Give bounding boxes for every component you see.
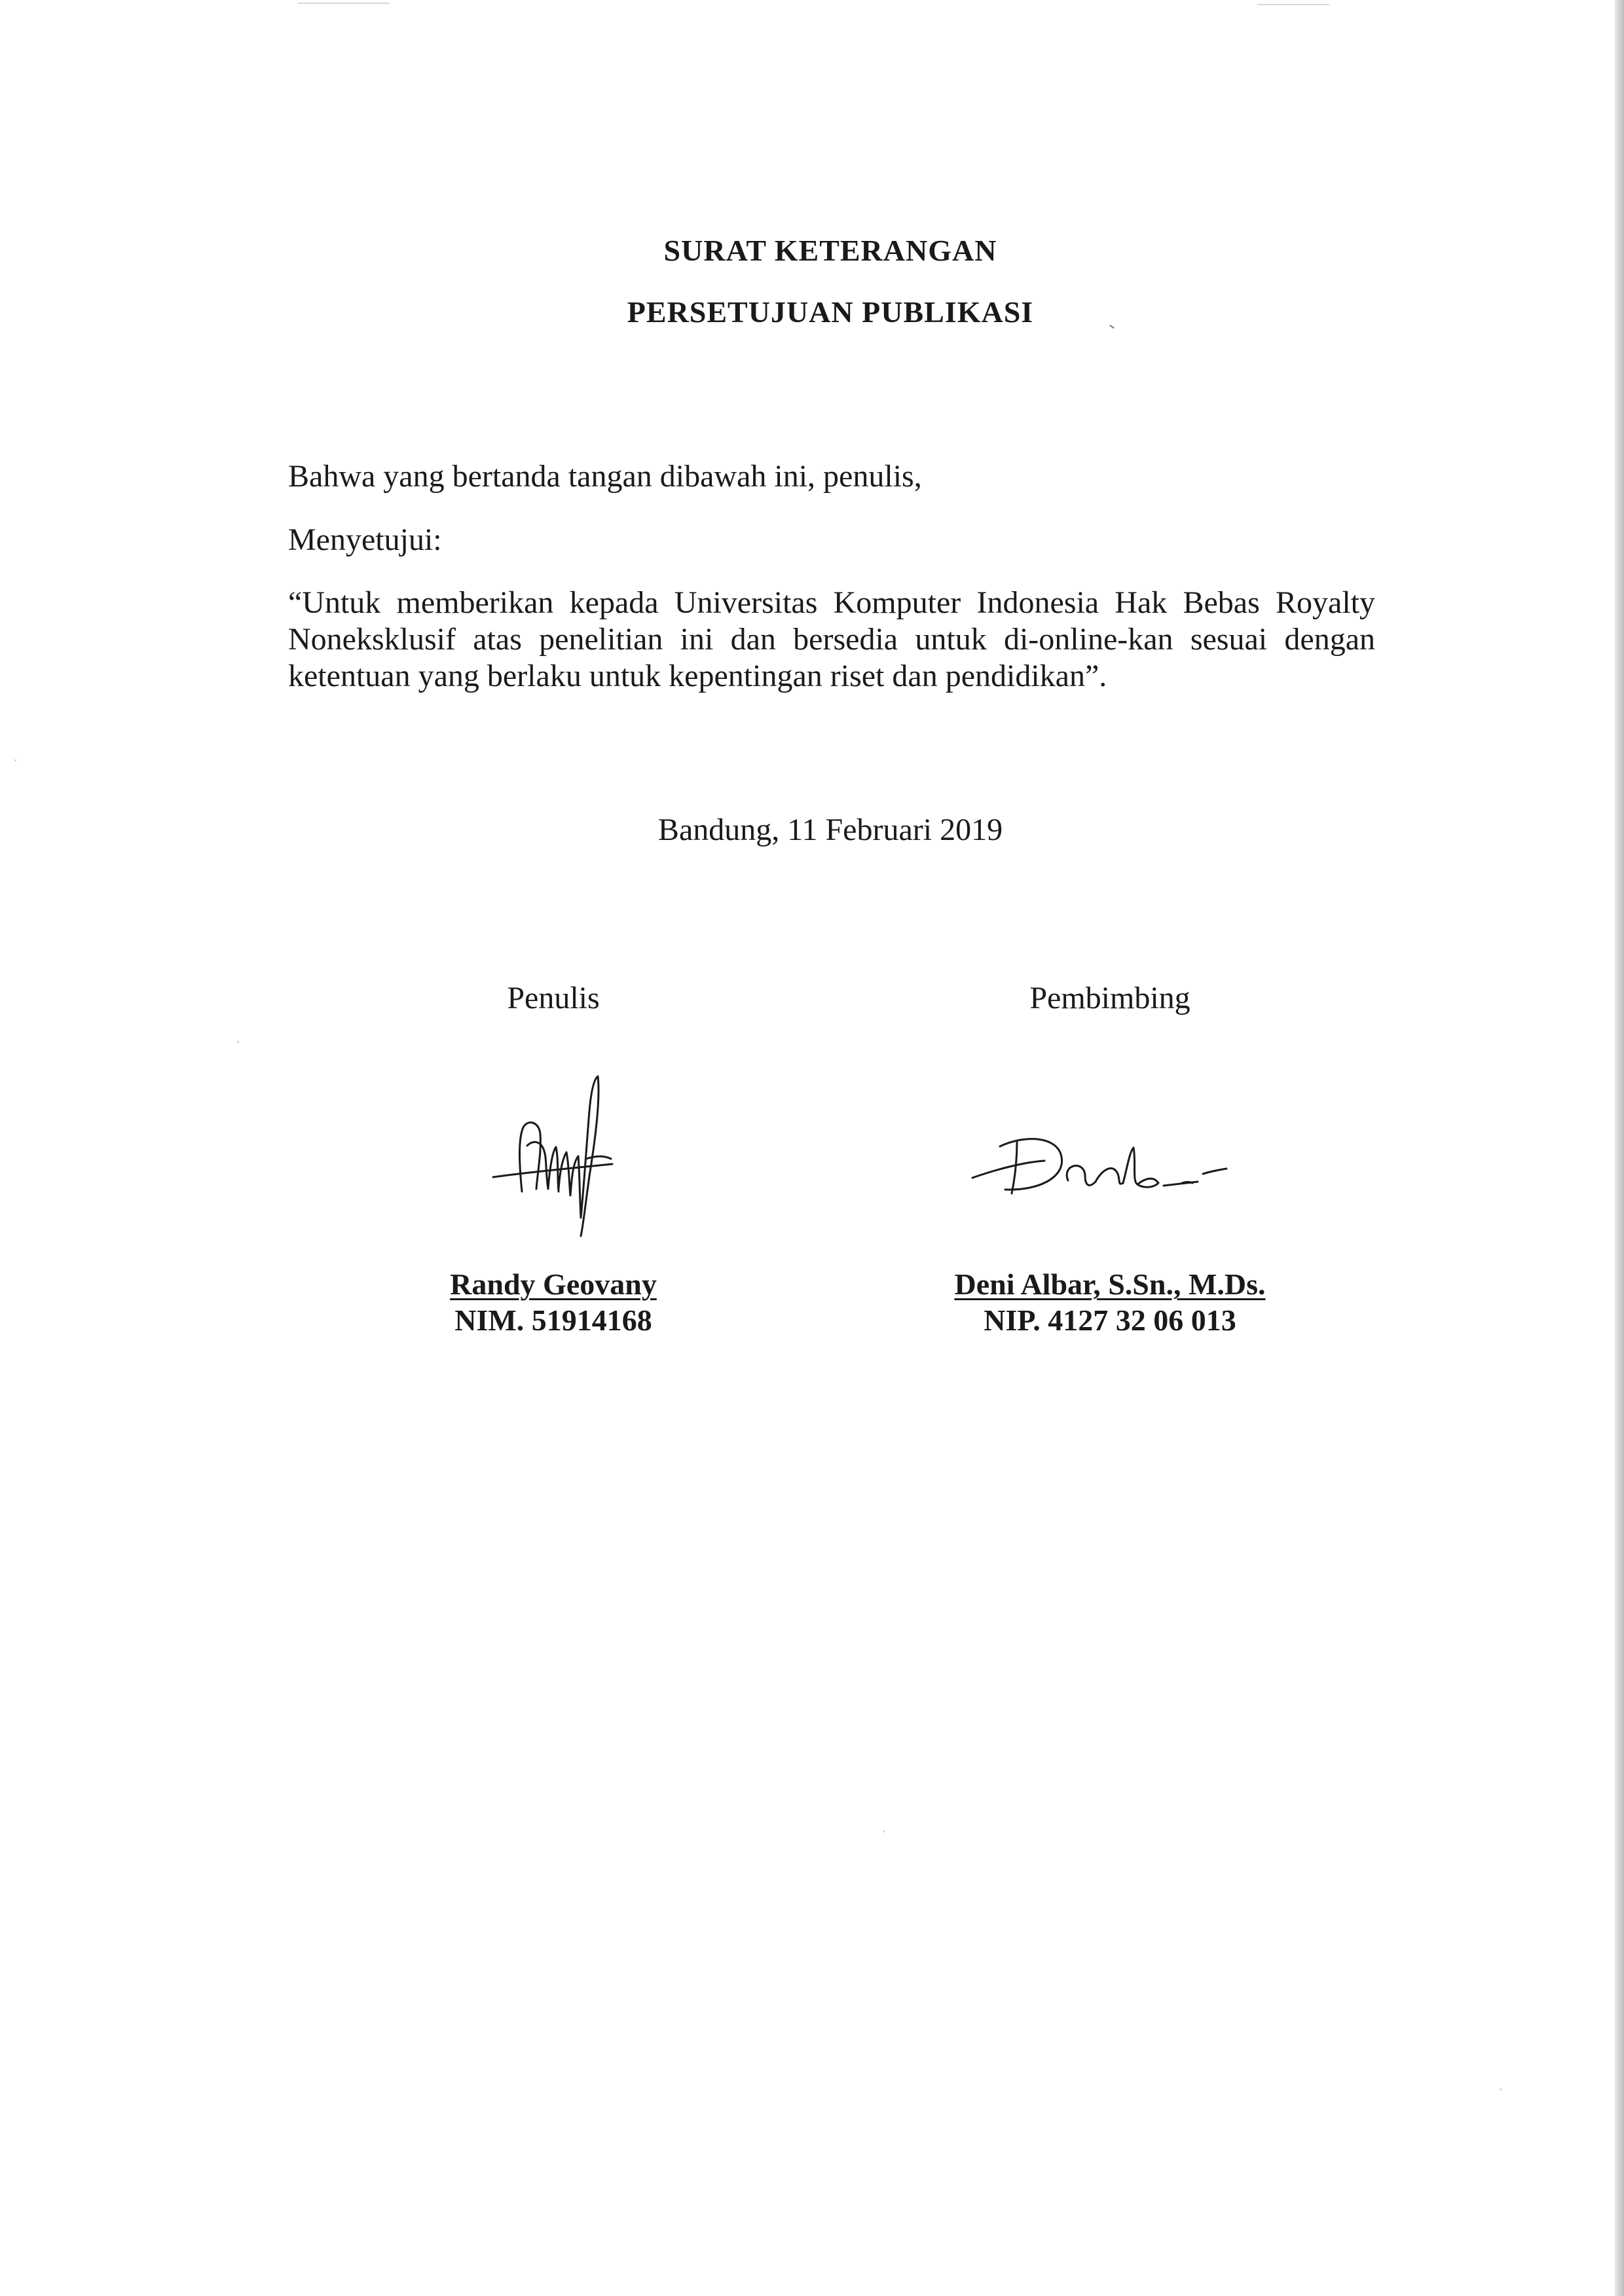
- approval-statement: “Untuk memberikan kepada Universitas Komputer Indonesia Hak Bebas Royalty Noneksklusif atas penelitian ini dan bersedia untuk di-online-kan sesuai dengan ketentuan yang berlaku untuk kepentingan riset dan pendidikan”.: [288, 585, 1375, 693]
- author-signature-image: [419, 1061, 688, 1244]
- approval-label: Menyetujui:: [288, 522, 442, 557]
- scan-speck: [14, 759, 16, 761]
- author-role-label: Penulis: [507, 981, 600, 1015]
- scan-artifact: [1257, 4, 1329, 5]
- place-and-date: Bandung, 11 Februari 2019: [657, 812, 1003, 847]
- scan-artifact: [298, 3, 390, 4]
- supervisor-nip: NIP. 4127 32 06 013: [984, 1303, 1236, 1337]
- opening-paragraph: Bahwa yang bertanda tangan dibawah ini, penulis,: [288, 459, 922, 494]
- document-subtitle: PERSETUJUAN PUBLIKASI: [627, 295, 1034, 329]
- supervisor-signature-image: [930, 1123, 1290, 1208]
- author-name: Randy Geovany: [450, 1267, 657, 1301]
- scan-speck: [1500, 2088, 1502, 2090]
- scan-speck: [883, 1831, 885, 1832]
- scan-edge-shadow: [1615, 0, 1624, 2296]
- author-nim: NIM. 51914168: [454, 1303, 652, 1337]
- document-title: SURAT KETERANGAN: [663, 234, 997, 267]
- supervisor-role-label: Pembimbing: [1029, 981, 1190, 1015]
- supervisor-name: Deni Albar, S.Sn., M.Ds.: [954, 1267, 1266, 1301]
- scan-speck: [237, 1041, 239, 1043]
